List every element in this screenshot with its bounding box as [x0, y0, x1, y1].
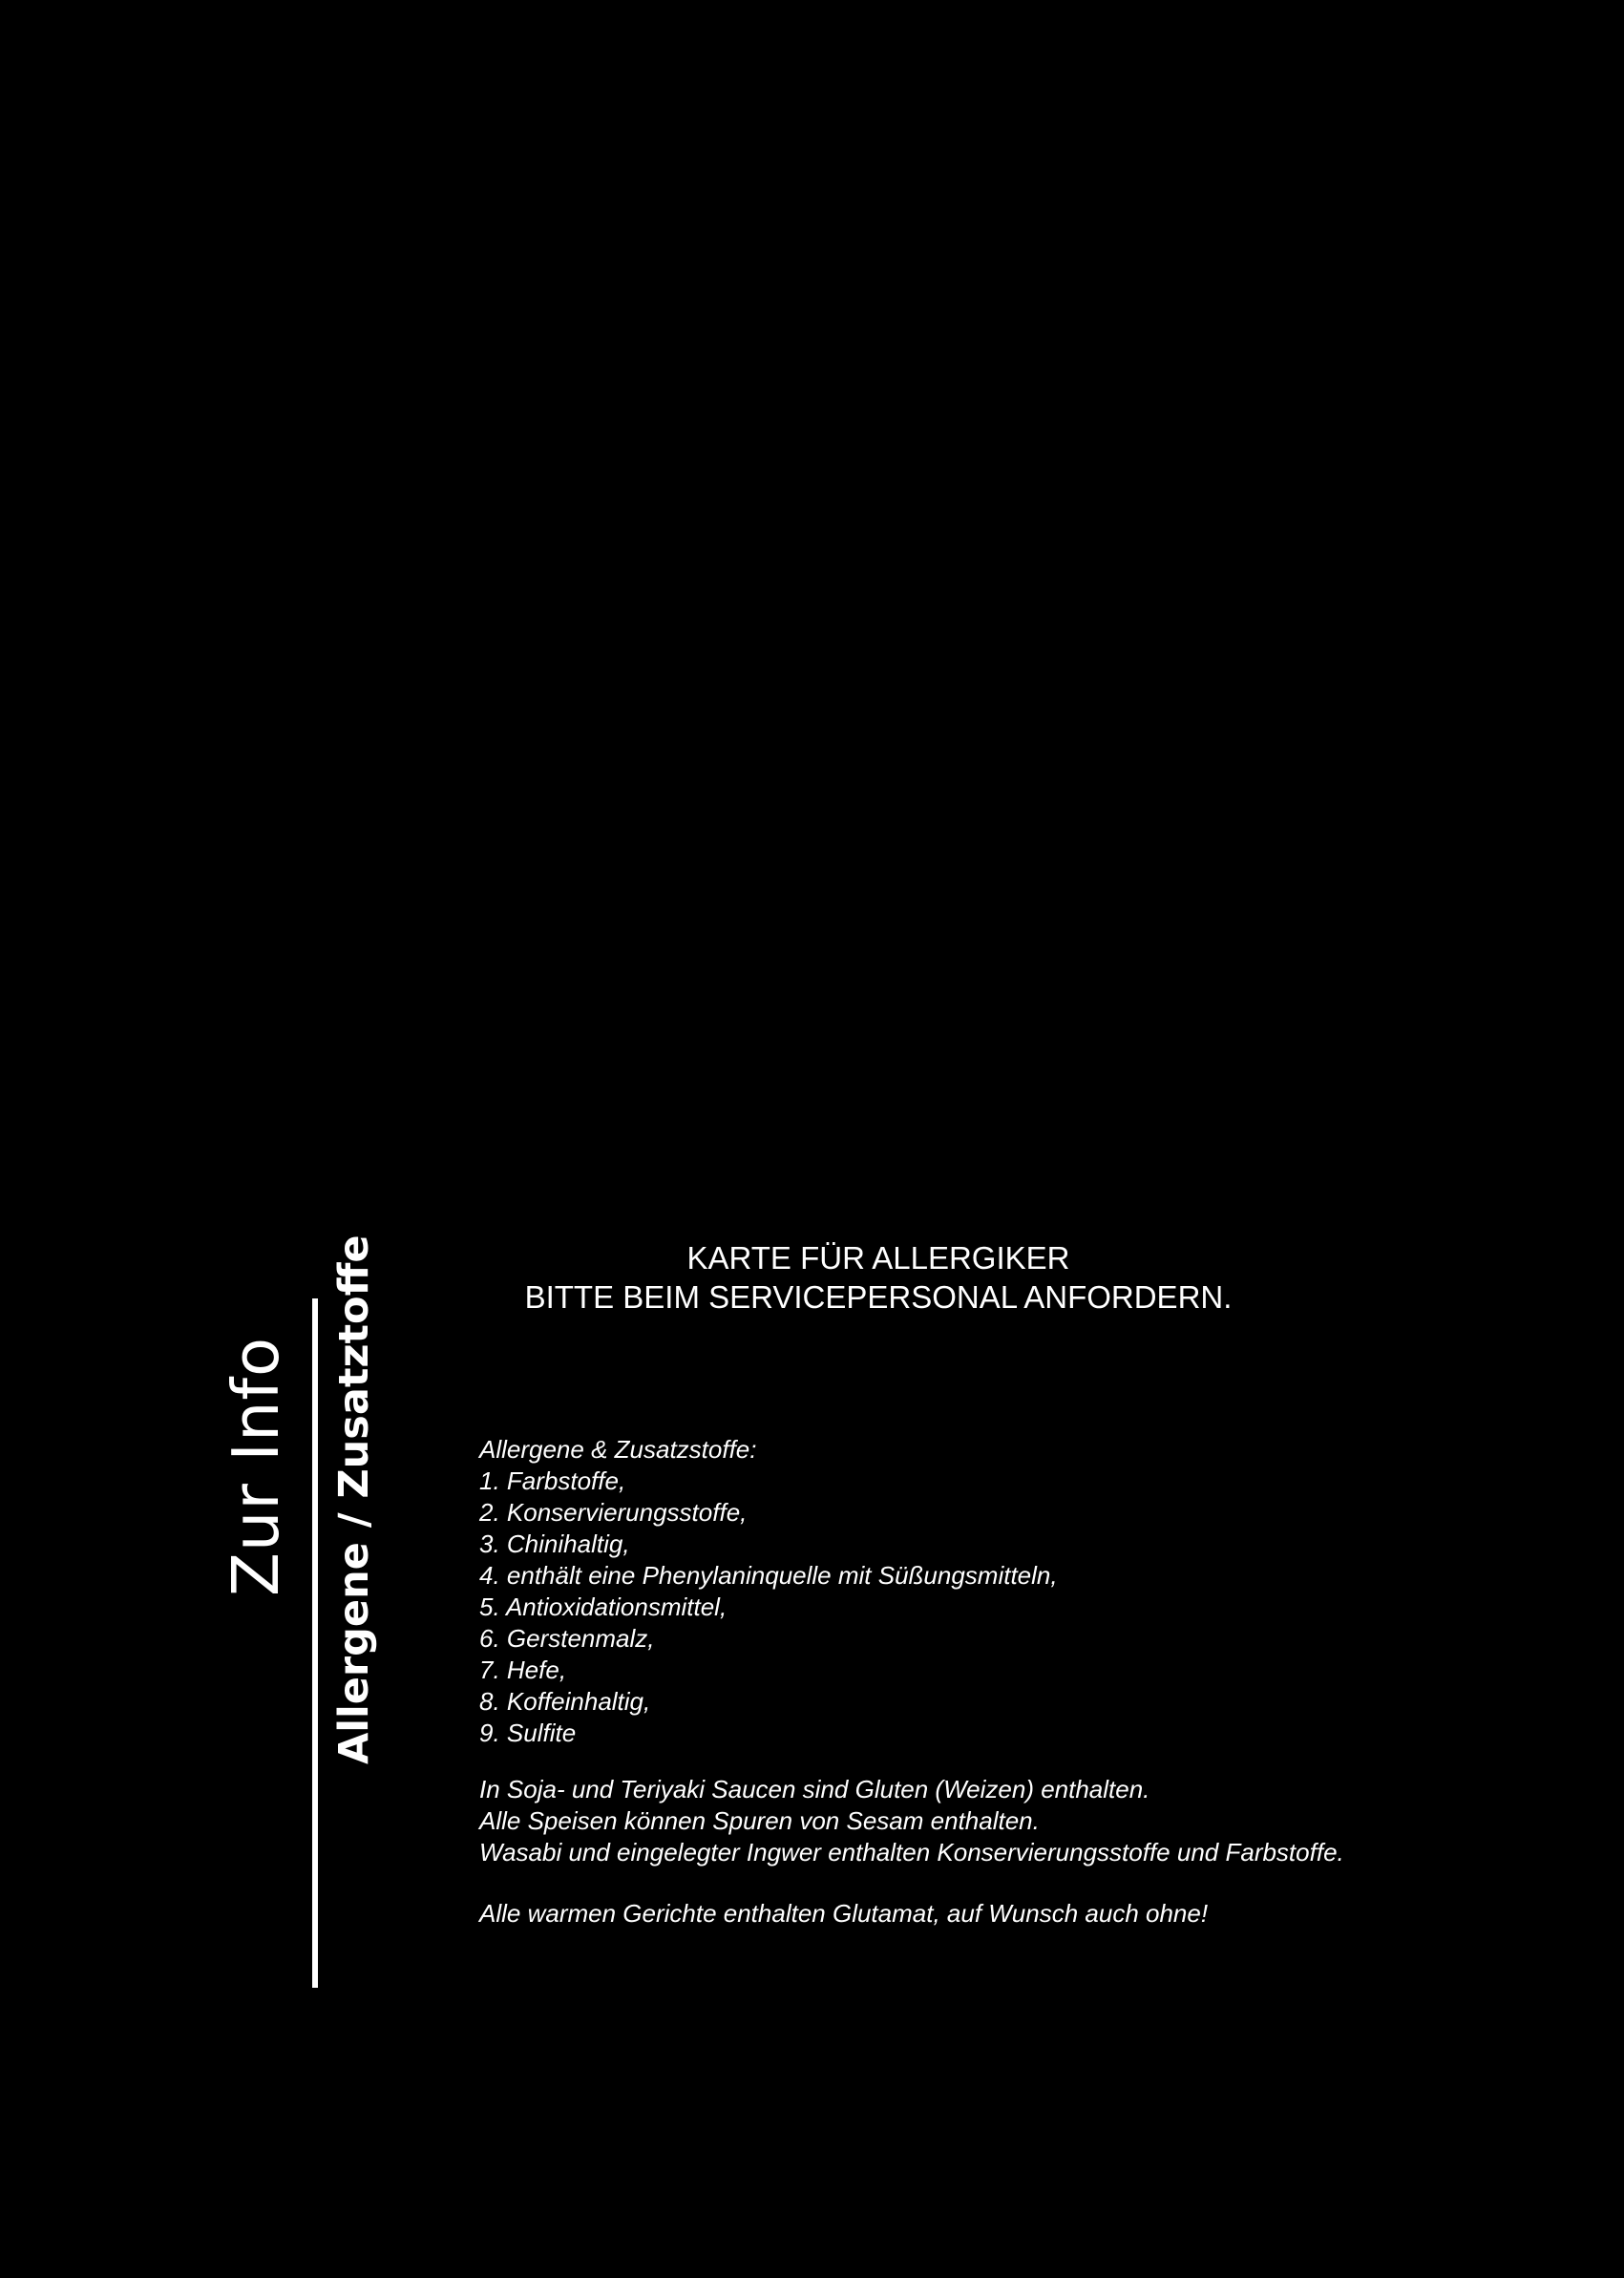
- notice-line-2: BITTE BEIM SERVICEPERSONAL ANFORDERN.: [524, 1279, 1233, 1315]
- note-line: In Soja- und Teriyaki Saucen sind Gluten (Weizen) enthalten.: [479, 1775, 1150, 1803]
- allergen-item: 4. enthält eine Phenylaninquelle mit Süßungsmitteln,: [479, 1561, 1058, 1590]
- allergen-item: 8. Koffeinhaltig,: [479, 1687, 651, 1716]
- allergen-notes: [479, 1774, 1577, 1868]
- glutamate-note: Alle warmen Gerichte enthalten Glutamat, auf Wunsch auch ohne!: [479, 1899, 1209, 1928]
- allergen-heading: Allergene & Zusatzstoffe:: [479, 1435, 757, 1464]
- allergy-card-notice: [439, 1238, 1318, 1317]
- allergen-info: [479, 1434, 1577, 1930]
- allergen-item: 3. Chinihaltig,: [479, 1529, 630, 1558]
- note-line: Alle Speisen können Spuren von Sesam enthalten.: [479, 1806, 1040, 1835]
- allergen-item: 2. Konservierungsstoffe,: [479, 1498, 748, 1527]
- note-line: Wasabi und eingelegter Ingwer enthalten Konservierungsstoffe und Farbstoffe.: [479, 1838, 1344, 1867]
- vertical-divider: [312, 1298, 318, 1988]
- allergen-item: 7. Hefe,: [479, 1656, 567, 1684]
- sidebar-title: Zur Info: [219, 1336, 293, 1596]
- allergen-item: 1. Farbstoffe,: [479, 1466, 626, 1495]
- allergen-item: 6. Gerstenmalz,: [479, 1624, 655, 1653]
- sidebar-subtitle: Allergene / Zusatztoffe: [330, 1234, 378, 1764]
- notice-line-1: KARTE FÜR ALLERGIKER: [686, 1240, 1070, 1276]
- allergen-item: 9. Sulfite: [479, 1719, 577, 1747]
- allergen-item: 5. Antioxidationsmittel,: [479, 1592, 728, 1621]
